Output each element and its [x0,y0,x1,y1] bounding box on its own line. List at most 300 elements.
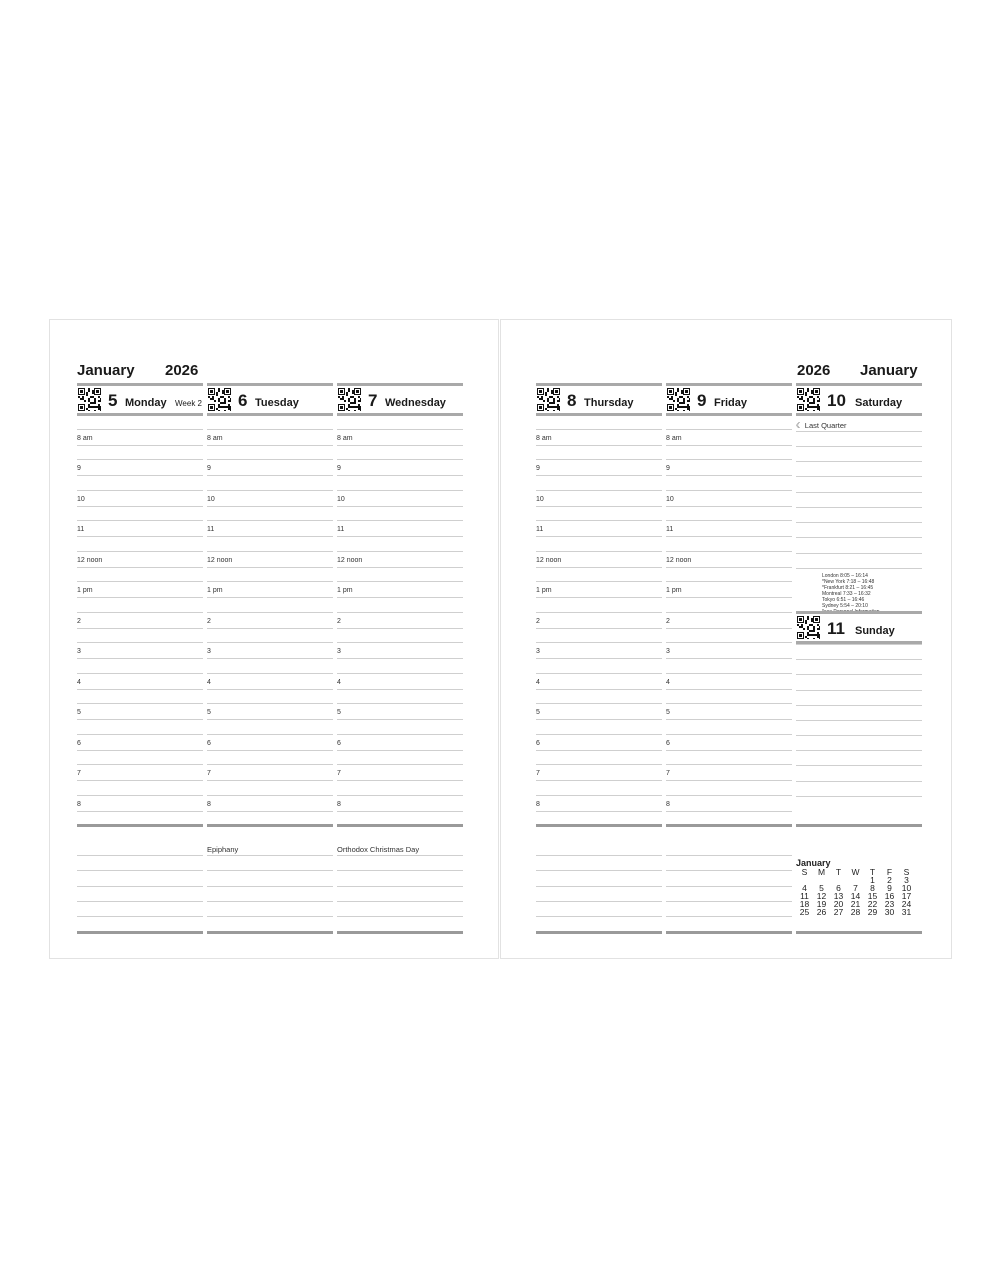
rule-line [536,628,662,629]
sun-time-row: *Frankfurt 8:21 – 16:45 [822,585,874,591]
rule-line [207,886,333,887]
rule-line [337,459,463,460]
rule-line [207,901,333,902]
time-label: 8 am [337,435,353,442]
rule-line [77,916,203,917]
rule-line [77,750,203,751]
day-name: Wednesday [385,397,446,409]
rule-line [207,581,333,582]
rule-line [207,703,333,704]
rule-line [77,628,203,629]
time-label: 12 noon [77,557,103,564]
mini-calendar-title: January [796,858,831,868]
rule-line [796,690,922,691]
day-header [207,385,333,415]
rule-line [77,445,203,446]
time-label: 10 [77,496,85,503]
mini-calendar-date: 13 [833,891,844,901]
rule-line [207,658,333,659]
time-label: 9 [207,465,211,472]
day-column [337,383,463,943]
rule-line [666,719,792,720]
time-label: 6 [337,740,341,747]
section-divider [796,931,922,934]
weekday-initial: T [869,867,876,877]
time-label: 10 [207,496,215,503]
time-label: 8 am [207,435,223,442]
mini-calendar-header-row [796,868,915,876]
mini-calendar-date: 17 [901,891,912,901]
rule-line [536,567,662,568]
time-label: 8 am [77,435,93,442]
day-name: Saturday [855,397,903,409]
rule-line [666,795,792,796]
day-name: Tuesday [255,397,299,409]
mini-calendar-date: 30 [884,907,895,917]
rule-line [337,734,463,735]
rule-line [207,795,333,796]
rule-line [337,764,463,765]
holiday-note: Orthodox Christmas Day [337,845,420,854]
rule-line [666,628,792,629]
rule-line [337,870,463,871]
rule-line [337,445,463,446]
day-name: Monday [125,397,167,409]
rule-line [796,659,922,660]
mini-calendar-date: 31 [901,907,912,917]
rule-line [337,429,463,430]
time-label: 8 [337,801,341,808]
section-divider [77,824,203,827]
rule-line [666,901,792,902]
rule-line [796,522,922,523]
rule-line [337,612,463,613]
time-label: 6 [207,740,211,747]
time-label: 5 [77,709,81,716]
mini-calendar-date: 3 [904,875,909,885]
sun-time-row: Tokyo 6:51 – 16:46 [822,597,865,603]
section-divider [337,824,463,827]
rule-line [337,490,463,491]
rule-line [796,781,922,782]
rule-line [77,429,203,430]
rule-line [337,780,463,781]
rule-line [536,612,662,613]
day-column [207,383,333,943]
day-header-underline [796,413,922,416]
rule-line [77,795,203,796]
time-label: 12 noon [337,557,363,564]
mini-calendar-week [796,908,915,916]
rule-line [666,750,792,751]
rule-line [77,764,203,765]
rule-line [666,429,792,430]
day-number: 10 [827,391,846,410]
rule-line [337,795,463,796]
rule-line [666,642,792,643]
mini-calendar-date: 24 [901,899,912,909]
time-label: 8 [207,801,211,808]
rule-line [666,551,792,552]
time-label: 3 [536,648,540,655]
time-label: 4 [77,679,81,686]
rule-line [536,551,662,552]
rule-line [796,765,922,766]
day-header [77,385,203,415]
time-label: 12 noon [536,557,562,564]
qr-code-icon [797,616,820,639]
rule-line [666,855,792,856]
time-label: 12 noon [207,557,233,564]
rule-line [207,673,333,674]
rule-line [77,703,203,704]
rule-line [207,429,333,430]
left-month: January [77,362,135,379]
day-column [77,383,203,943]
time-label: 3 [77,648,81,655]
time-label: 4 [666,679,670,686]
sun-time-row: London 8:05 – 16:14 [822,573,868,579]
rule-line [207,628,333,629]
time-label: 1 pm [337,587,353,594]
rule-line [536,490,662,491]
day-header-underline [666,413,792,416]
mini-calendar-date: 2 [887,875,892,885]
mini-calendar-date: 15 [867,891,878,901]
rule-line [666,536,792,537]
rule-line [337,642,463,643]
rule-line [207,870,333,871]
time-label: 9 [337,465,341,472]
section-divider [796,824,922,827]
mini-calendar-date: 19 [816,899,827,909]
rule-line [796,644,922,645]
mini-calendar-date: 4 [802,883,807,893]
rule-line [666,567,792,568]
rule-line [536,673,662,674]
rule-line [337,901,463,902]
rule-line [337,719,463,720]
rule-line [337,855,463,856]
rule-line [536,642,662,643]
rule-line [77,673,203,674]
rule-line [77,719,203,720]
rule-line [77,597,203,598]
holiday-note: Epiphany [207,845,239,854]
time-label: 8 [77,801,81,808]
day-header-underline [536,413,662,416]
time-label: 1 pm [666,587,682,594]
rule-line [666,612,792,613]
rule-line [536,703,662,704]
rule-line [536,689,662,690]
rule-line [337,536,463,537]
time-label: 8 [666,801,670,808]
section-divider [536,824,662,827]
rule-line [536,901,662,902]
rule-line [536,764,662,765]
rule-line [207,506,333,507]
rule-line [337,916,463,917]
rule-line [666,475,792,476]
day-header [796,613,922,643]
rule-line [796,705,922,706]
rule-line [796,446,922,447]
rule-line [666,916,792,917]
rule-line [536,520,662,521]
section-divider [536,931,662,934]
week-number: Week 2 [175,399,202,408]
rule-line [77,855,203,856]
mini-calendar-date: 5 [819,883,824,893]
rule-line [796,492,922,493]
rule-line [536,780,662,781]
rule-line [666,520,792,521]
qr-code-icon [78,388,101,411]
day-header [796,385,922,415]
rule-line [666,597,792,598]
rule-line [666,780,792,781]
rule-line [536,870,662,871]
rule-line [536,475,662,476]
rule-line [796,431,922,432]
rule-line [796,507,922,508]
time-label: 11 [536,526,544,533]
mini-calendar-grid [796,868,915,916]
rule-line [337,658,463,659]
time-label: 3 [337,648,341,655]
rule-line [796,461,922,462]
rule-line [207,855,333,856]
rule-line [796,750,922,751]
right-year: 2026 [797,362,831,379]
rule-line [207,445,333,446]
time-label: 10 [337,496,345,503]
rule-line [536,445,662,446]
time-label: 8 [536,801,540,808]
rule-line [796,674,922,675]
rule-line [207,490,333,491]
time-label: 8 am [536,435,552,442]
rule-line [207,719,333,720]
moon-phase: ☾ Last Quarter [796,421,847,430]
rule-line [207,734,333,735]
time-label: 11 [77,526,85,533]
rule-line [666,734,792,735]
time-label: 7 [536,770,540,777]
rule-line [77,581,203,582]
rule-line [536,429,662,430]
sun-times [796,573,922,615]
qr-code-icon [338,388,361,411]
mini-calendar-date: 23 [884,899,895,909]
rule-line [796,537,922,538]
qr-code-icon [208,388,231,411]
rule-line [77,870,203,871]
rule-line [337,597,463,598]
section-divider [666,824,792,827]
time-label: 11 [666,526,674,533]
time-label: 1 pm [207,587,223,594]
rule-line [77,901,203,902]
section-divider [337,931,463,934]
time-label: 5 [536,709,540,716]
rule-line [337,886,463,887]
rule-line [796,476,922,477]
time-label: 11 [337,526,345,533]
rule-line [77,780,203,781]
rule-line [207,780,333,781]
time-label: 5 [207,709,211,716]
sun-time-row: Montreal 7:33 – 16:32 [822,591,871,597]
rule-line [666,445,792,446]
day-name: Thursday [584,397,634,409]
time-label: 4 [337,679,341,686]
rule-line [337,567,463,568]
right-month: January [860,362,918,379]
mini-calendar-date: 1 [870,875,875,885]
rule-line [207,475,333,476]
rule-line [337,673,463,674]
mini-calendar-date: 6 [836,883,841,893]
time-label: 6 [536,740,540,747]
day-header [666,385,792,415]
time-label: 4 [536,679,540,686]
day-name: Sunday [855,625,895,637]
rule-line [207,811,333,812]
day-header-underline [207,413,333,416]
rule-line [77,490,203,491]
time-label: 1 pm [77,587,93,594]
mini-calendar-date: 7 [853,883,858,893]
time-label: 9 [666,465,670,472]
rule-line [337,628,463,629]
mini-calendar-date: 9 [887,883,892,893]
rule-line [207,916,333,917]
rule-line [536,536,662,537]
mini-calendar-date: 21 [850,899,861,909]
rule-line [77,734,203,735]
time-label: 2 [77,618,81,625]
mini-calendar-date: 14 [850,891,861,901]
rule-line [337,475,463,476]
rule-line [536,459,662,460]
day-number: 8 [567,391,577,410]
rule-line [77,811,203,812]
time-label: 2 [536,618,540,625]
time-label: 7 [337,770,341,777]
time-label: 11 [207,526,215,533]
day-number: 11 [827,619,845,638]
rule-line [796,796,922,797]
time-label: 7 [77,770,81,777]
rule-line [536,886,662,887]
mini-calendar-date: 10 [901,883,912,893]
weekday-initial: S [903,867,910,877]
qr-code-icon [537,388,560,411]
day-number: 6 [238,391,248,410]
day-name: Friday [714,397,748,409]
time-label: 6 [77,740,81,747]
day-header [337,385,463,415]
rule-line [796,553,922,554]
mini-calendar [796,858,915,916]
time-label: 2 [666,618,670,625]
rule-line [77,612,203,613]
time-label: 3 [666,648,670,655]
rule-line [666,673,792,674]
weekday-initial: S [801,867,808,877]
time-label: 5 [337,709,341,716]
time-label: 7 [666,770,670,777]
rule-line [536,506,662,507]
day-header-underline [337,413,463,416]
rule-line [536,658,662,659]
sun-time-row: *New York 7:18 – 16:48 [822,579,875,585]
mini-calendar-date: 12 [816,891,827,901]
rule-line [666,506,792,507]
section-divider [77,931,203,934]
day-number: 7 [368,391,378,410]
section-divider [666,931,792,934]
time-label: 10 [666,496,674,503]
rule-line [77,886,203,887]
rule-line [337,703,463,704]
rule-line [666,689,792,690]
sun-time-row: Sydney 5:54 – 20:10 [822,603,868,609]
rule-line [207,551,333,552]
rule-line [207,764,333,765]
rule-line [77,506,203,507]
rule-line [77,459,203,460]
rule-line [337,520,463,521]
weekday-initial: W [851,867,860,877]
mini-calendar-date: 8 [870,883,875,893]
section-divider [207,931,333,934]
rule-line [207,642,333,643]
time-label: 2 [337,618,341,625]
weekday-initial: F [886,867,893,877]
rule-line [77,642,203,643]
day-header [536,385,662,415]
mini-calendar-date: 26 [816,907,827,917]
rule-line [77,567,203,568]
day-header-underline [77,413,203,416]
left-year: 2026 [165,362,199,379]
rule-line [536,719,662,720]
rule-line [337,551,463,552]
time-label: 12 noon [666,557,692,564]
rule-line [77,520,203,521]
time-label: 7 [207,770,211,777]
mini-calendar-date: 22 [867,899,878,909]
rule-line [536,597,662,598]
rule-line [207,612,333,613]
time-label: 1 pm [536,587,552,594]
time-label: 9 [77,465,81,472]
section-divider [207,824,333,827]
rule-line [207,689,333,690]
rule-line [77,689,203,690]
rule-line [666,811,792,812]
rule-line [337,581,463,582]
weekend-column [796,383,922,943]
time-label: 6 [666,740,670,747]
mini-calendar-date: 25 [799,907,810,917]
time-label: 9 [536,465,540,472]
rule-line [536,795,662,796]
qr-code-icon [667,388,690,411]
